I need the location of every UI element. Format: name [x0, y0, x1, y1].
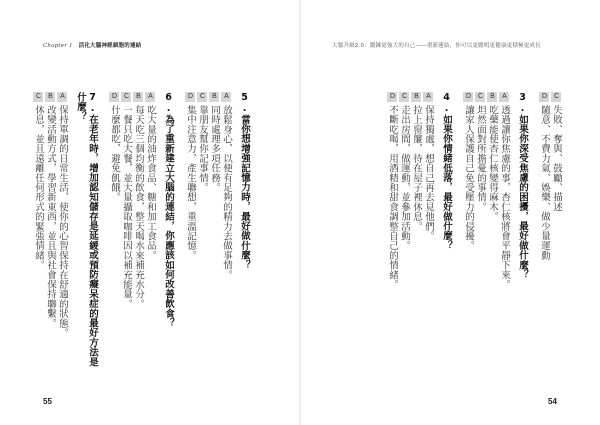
right-page: [300, 0, 600, 425]
question-heading: [162, 92, 174, 372]
option-text: 每天吃三個均衡的飲食，整天喝水來補充水分。: [133, 105, 144, 309]
question-number: 5.: [239, 92, 250, 115]
option-text: 不斷吃喝，用酒精和甜食調整自己的情緒。: [387, 105, 398, 290]
answer-option: [120, 92, 132, 372]
option-text: 靠朋友幫你記事情。: [197, 105, 208, 193]
option-letter-badge: A: [147, 93, 154, 101]
option-text: 什麼都吃，避免飢餓。: [109, 105, 120, 202]
answer-option: [108, 92, 120, 372]
answer-option: [462, 92, 474, 372]
question-text: 在老年時，增加認知儲存是延緩或預防癡呆症的最好方法是什麼？: [75, 92, 98, 367]
right-running-header: 大腦升級2.0：鍛鍊更強大的自己——重新連結，你可以更聰明更健康更積極更成長: [332, 43, 541, 49]
option-text: 吃藥能使杏仁核變得麻木。: [487, 105, 498, 222]
answer-option: [422, 92, 434, 372]
option-letter-badge: A: [59, 93, 66, 101]
question-heading: [74, 92, 98, 372]
option-letter-badge: C: [199, 93, 206, 101]
option-text: 同時處理多項任務。: [209, 105, 220, 193]
question-text: 當你想增強記憶力時，最好做什麼？: [239, 114, 250, 270]
question-number: 3.: [517, 92, 528, 115]
option-letter-badge: D: [389, 93, 396, 101]
option-text: 保持單調的日常生活，使你的心智保持在舒適的狀態。: [57, 105, 68, 338]
option-letter-badge: B: [47, 93, 54, 101]
option-letter-badge: D: [111, 93, 118, 101]
option-text: 放鬆身心，以便有足夠的精力去做事情。: [221, 105, 232, 280]
question-text: 為了重新建立大腦的連結，你應該如何改善飲食？: [163, 114, 174, 328]
option-letter-badge: C: [477, 93, 484, 101]
option-text: 改變活動方式，學習新東西，並且與社會保持聯繫。: [45, 105, 56, 329]
left-page-number: 55: [43, 397, 52, 406]
question-text: 如果你深受焦慮的困擾，最好做什麼？: [517, 114, 528, 280]
question-heading: [238, 92, 250, 372]
chapter-label: Chapter 1: [43, 43, 73, 49]
option-letter-badge: C: [123, 93, 130, 101]
question-heading: [440, 92, 452, 372]
answer-option: [398, 92, 410, 372]
option-letter-badge: A: [223, 93, 230, 101]
answer-option: [208, 92, 220, 372]
option-letter-badge: A: [425, 93, 432, 101]
answer-option: [32, 92, 44, 372]
answer-option: [486, 92, 498, 372]
option-text: 透過讓你焦慮的事，杏仁核將會平靜下來。: [499, 105, 510, 290]
answer-option: [184, 92, 196, 372]
option-text: 坦然面對所擔憂的事情。: [475, 105, 486, 212]
option-letter-badge: D: [541, 93, 548, 101]
option-letter-badge: C: [35, 93, 42, 101]
option-text: 失敗、奪與、鼓勵、描述: [551, 105, 562, 212]
option-text: 休息，並且遠離任何形式的緊張情緒。: [33, 105, 44, 270]
question-number: 7.: [87, 92, 98, 115]
option-text: 一餐只吃大餐，並大量攝取咖啡因以補充能量。: [121, 105, 132, 309]
option-text: 吃大量的油炸食品、糖和加工食品。: [145, 105, 156, 261]
question-number: 4.: [441, 92, 452, 115]
answer-option: [220, 92, 232, 372]
option-letter-badge: B: [135, 93, 142, 101]
option-letter-badge: B: [413, 93, 420, 101]
question-text: 如果你情緒低落，最好做什麼？: [441, 114, 452, 251]
option-text: 走出房間，做運動，並參加活動。: [399, 105, 410, 251]
option-letter-badge: A: [501, 93, 508, 101]
option-letter-badge: D: [187, 93, 194, 101]
left-running-header: [43, 41, 141, 49]
option-letter-badge: C: [553, 93, 560, 101]
right-page-number: 54: [548, 397, 557, 406]
answer-option: [410, 92, 422, 372]
option-letter-badge: B: [211, 93, 218, 101]
option-letter-badge: C: [401, 93, 408, 101]
option-letter-badge: B: [489, 93, 496, 101]
option-text: 保持獨處，想自己再去見他們。: [423, 105, 434, 241]
right-questions: [340, 92, 562, 372]
answer-option: [196, 92, 208, 372]
option-text: 集中注意力，產生聯想，重溫記憶。: [185, 105, 196, 261]
answer-option: [474, 92, 486, 372]
option-text: 讓家人保護自己免受壓力的侵擾。: [463, 105, 474, 251]
answer-option: [550, 92, 562, 372]
answer-option: [538, 92, 550, 372]
answer-option: [498, 92, 510, 372]
answer-option: [132, 92, 144, 372]
option-text: 隨意、不費力氣、娛樂、做少量運動: [539, 105, 550, 261]
chapter-title: 活化大腦神經細胞的連結: [78, 43, 142, 49]
answer-option: [56, 92, 68, 372]
left-questions: [33, 92, 250, 372]
question-number: 6.: [163, 92, 174, 115]
option-text: 拉上窗簾，待在屋子裡休息。: [411, 105, 422, 232]
answer-option: [144, 92, 156, 372]
question-heading: [516, 92, 528, 372]
answer-option: [44, 92, 56, 372]
option-letter-badge: D: [465, 93, 472, 101]
answer-option: [386, 92, 398, 372]
